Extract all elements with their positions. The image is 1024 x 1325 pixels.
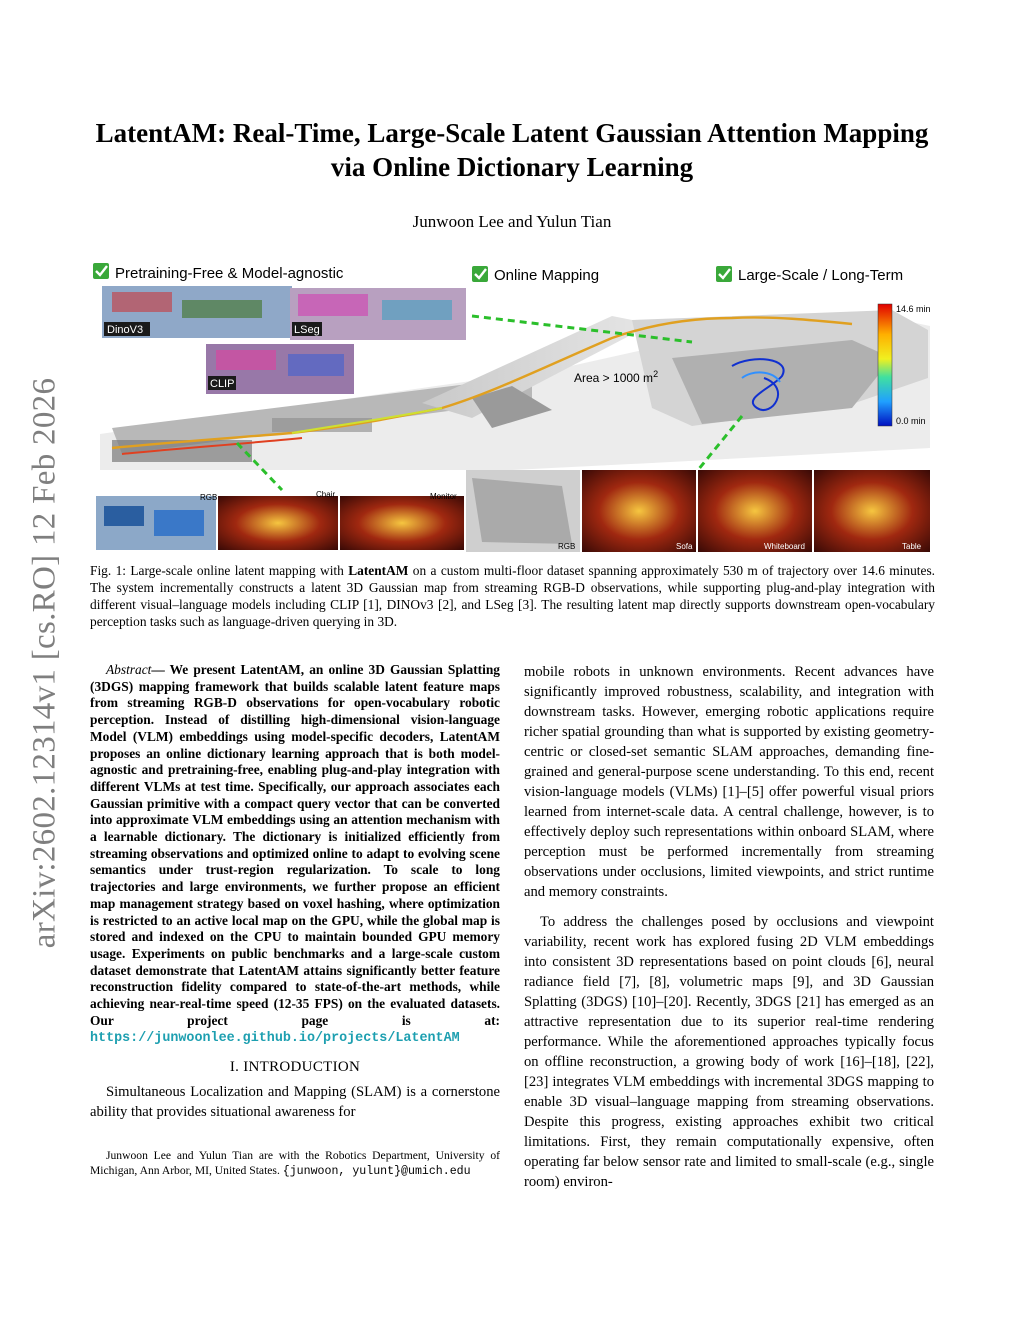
query-label-monitor: Monitor (430, 492, 457, 501)
model-label-lseg: LSeg (294, 324, 320, 336)
project-page-link[interactable]: https://junwoonlee.github.io/projects/LatentAM (90, 1031, 460, 1047)
figure-caption: Fig. 1: Large-scale online latent mapping with LatentAM on a custom multi-floor dataset spanning approximately 530 m of trajectory over 14.6 minutes. The system incrementally constructs a latent 3D Gaussian map from streaming RGB-D observations, while supporting plug-and-play integration with different visual–language models including CLIP [1], DINOv3 [2], and LSeg [3]. The resulting latent map directly supports downstream open-vocabulary perception tasks such as language-driven querying in 3D. (90, 563, 936, 629)
footnote-email: {junwoon, yulunt}@umich.edu (282, 1165, 471, 1179)
intro-paragraph-left: Simultaneous Localization and Mapping (SLAM) is a cornerstone ability that provides situational awareness for (90, 1084, 500, 1121)
query-strip-left (96, 490, 464, 550)
check-icon (472, 266, 488, 282)
paper-title (60, 116, 964, 184)
author-list: Junwoon Lee and Yulun Tian (412, 212, 612, 231)
area-label: Area > 1000 $m^2$ (574, 369, 659, 385)
query-strip-right (466, 470, 930, 552)
title-line-2: via Online Dictionary Learning (330, 152, 694, 182)
section-heading-introduction: I. INTRODUCTION (229, 1059, 361, 1076)
header-label-large-scale: Large-Scale / Long-Term (738, 267, 904, 284)
check-icon (716, 266, 732, 282)
query-label-sofa: Sofa (676, 542, 693, 551)
figure-canvas (92, 258, 934, 554)
query-label-chair: Chair (316, 490, 336, 499)
query-label-whiteboard: Whiteboard (764, 542, 805, 551)
left-column (90, 662, 500, 1179)
intro-paragraph-right-1: mobile robots in unknown environments. Recent advances have significantly improved robustness, scalability, and integration with downstream tasks. However, emerging robotic applications require richer spatial grounding than what is supported by existing geometry-centric or closed-set semantic SLAM approaches, demanding fine-grained and general-purpose scene understanding. To this end, recent vision-language models (VLMs) [1]–[5] offer powerful visual priors learned from internet-scale data. A central challenge, however, is to effectively deploy such representations within onboard SLAM, where perception must be performed incrementally from streaming observations under occlusions, limited viewpoints, and strict runtime and memory constraints. (524, 664, 934, 900)
colorbar-min-label: 0.0 min (896, 416, 926, 426)
header-label-pretraining: Pretraining-Free & Model-agnostic (115, 265, 344, 282)
header-label-online: Online Mapping (494, 267, 600, 284)
query-label-rgb: RGB (200, 493, 218, 502)
lseg-inset (290, 288, 466, 340)
header-pretraining (93, 263, 344, 282)
clip-inset (206, 344, 354, 394)
abstract-label: Abstract (106, 662, 152, 677)
query-label-table: Table (902, 542, 922, 551)
right-column (524, 662, 934, 1192)
model-label-dinov3: DinoV3 (107, 324, 144, 336)
header-large-scale (716, 266, 903, 284)
arxiv-identifier: arXiv:2602.12314v1 [cs.RO] 12 Feb 2026 (26, 377, 63, 949)
check-icon (93, 263, 109, 279)
teaser-figure (92, 258, 934, 554)
footnote: Junwoon Lee and Yulun Tian are with the Robotics Department, University of Michigan, Ann Arbor, MI, United States. {junwoon, yulunt}@umich.edu (90, 1149, 500, 1179)
model-label-clip: CLIP (210, 378, 235, 390)
abstract-body: We present LatentAM, an online 3D Gaussian Splatting (3DGS) mapping framework that builds scalable latent feature maps from streaming RGB-D observations for open-vocabulary robotic perception. Instead of distilling high-dimensional vision-language Model (VLM) embeddings using model-specific decoders, LatentAM proposes an online dictionary learning approach that is both model-agnostic and pretraining-free, enabling plug-and-play integration with different VLMs at test time. Specifically, our approach associates each Gaussian primitive with a compact query vector that can be converted into approximate VLM embeddings using an attention mechanism with a learnable dictionary. The dictionary is initialized efficiently from streaming observations and optimized online to adapt to evolving scene semantics under trust-region regularization. To scale to long trajectories and large environments, we further propose an efficient map management strategy based on voxel hashing, where optimization is restricted to an active local map on the GPU, while the global map is stored and indexed on the CPU to maintain bounded GPU memory usage. Experiments on public benchmarks and a large-scale custom dataset demonstrate that LatentAM attains significantly better feature reconstruction fidelity compared to state-of-the-art methods, while achieving near-real-time speed (12-35 FPS) on the evaluated datasets. Our project page is at: (90, 662, 500, 1028)
abstract: Abstract— We present LatentAM, an online 3D Gaussian Splatting (3DGS) mapping framework that builds scalable latent feature maps from streaming RGB-D observations for open-vocabulary robotic perception. Instead of distilling high-dimensional vision-language Model (VLM) embeddings using model-specific decoders, LatentAM proposes an online dictionary learning approach that is both model-agnostic and pretraining-free, enabling plug-and-play integration with different VLMs at test time. Specifically, our approach associates each Gaussian primitive with a compact query vector that can be converted into approximate VLM embeddings using an attention mechanism with a learnable dictionary. The dictionary is initialized efficiently from streaming observations and optimized online to adapt to evolving scene semantics under trust-region regularization. To scale to long trajectories and large environments, we further propose an efficient map management strategy based on voxel hashing, where optimization is restricted to an active local map on the GPU, while the global map is stored and indexed on the CPU to maintain bounded GPU memory usage. Experiments on public benchmarks and a large-scale custom dataset demonstrate that LatentAM attains significantly better feature reconstruction fidelity compared to state-of-the-art methods, while achieving near-real-time speed (12-35 FPS) on the evaluated datasets. Our project page is at: https://junwoonlee.github.io/projects/LatentAM (90, 662, 500, 1047)
dinov3-inset (102, 286, 292, 338)
colorbar-max-label: 14.6 min (896, 304, 931, 314)
header-online (472, 266, 599, 284)
intro-paragraph-right-2: To address the challenges posed by occlusions and viewpoint variability, recent work has explored fusing 2D VLM embeddings into consistent 3D representations based on point clouds [6], neural radiance field [7], [8], volumetric maps [9], and 3D Gaussian Splatting (3DGS) [10]–[20]. Recently, 3DGS [21] has emerged as an attractive representation due to its superior real-time rendering performance. While the aforementioned approaches typically focus on offline reconstruction, a growing body of work [16]–[18], [22], [23] integrates VLM embeddings with incremental 3DGS mapping to enable 3D visual–language mapping from streaming observations. Despite this progress, existing approaches exhibit two critical limitations. First, they remain computationally expensive, often operating far below sensor rate and limited to small-scale (e.g., single room) environ- (524, 914, 934, 1190)
query-label-rgb-2: RGB (558, 542, 576, 551)
title-line-1: LatentAM: Real-Time, Large-Scale Latent Gaussian Attention Mapping (95, 118, 929, 148)
